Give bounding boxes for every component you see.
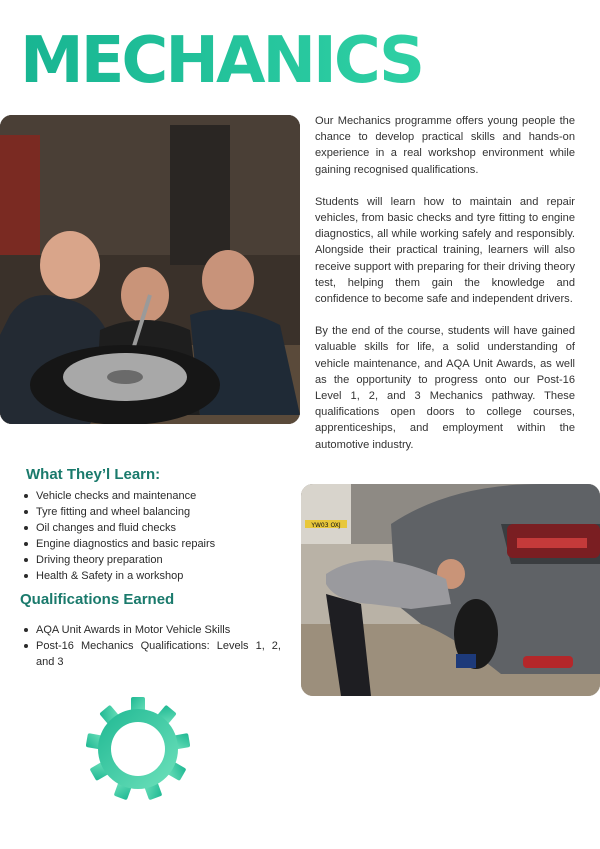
- list-item: Vehicle checks and maintenance: [23, 488, 293, 504]
- van-plate-text: YW03 OXJ: [311, 522, 341, 529]
- intro-paragraph: By the end of the course, students will have gained valuable skills for life, a solid understanding of vehicle maintenance, and AQA Unit Awards, as well as the opportunity to progress onto our Post-16 Level 1, 2, and 3 Mechanics pathway. These qualifications open doors to college courses, apprenticeships, and employment within the automotive industry.: [315, 325, 575, 451]
- list-item: Engine diagnostics and basic repairs: [23, 536, 293, 552]
- learn-list: [23, 488, 293, 584]
- car-wheel-photo: [301, 484, 600, 696]
- students-tyre-photo: [0, 115, 300, 424]
- list-item: Post-16 Mechanics Qualifications: Levels 1, 2, and 3: [23, 638, 281, 670]
- intro-paragraph: Our Mechanics programme offers young people the chance to develop practical skills and hands-on experience in a real workshop environment while gaining recognised qualifications.: [315, 115, 575, 176]
- page-title: MECHANICS: [20, 24, 423, 98]
- list-item: AQA Unit Awards in Motor Vehicle Skills: [23, 622, 281, 638]
- intro-text: [315, 113, 575, 469]
- list-item: Health & Safety in a workshop: [23, 568, 293, 584]
- qualifications-list: [23, 622, 281, 670]
- gear-icon: [86, 697, 190, 801]
- qualifications-heading: Qualifications Earned: [20, 591, 175, 608]
- list-item: Tyre fitting and wheel balancing: [23, 504, 293, 520]
- learn-heading: What They’l Learn:: [26, 466, 161, 483]
- intro-paragraph: Students will learn how to maintain and repair vehicles, from basic checks and tyre fitting to engine diagnostics, all while working safely and responsibly. Alongside their practical training, learners will also receive support with preparing for their driving theory test, helping them gain the knowledge and confidence to become safe and independent drivers.: [315, 195, 575, 306]
- list-item: Driving theory preparation: [23, 552, 293, 568]
- list-item: Oil changes and fluid checks: [23, 520, 293, 536]
